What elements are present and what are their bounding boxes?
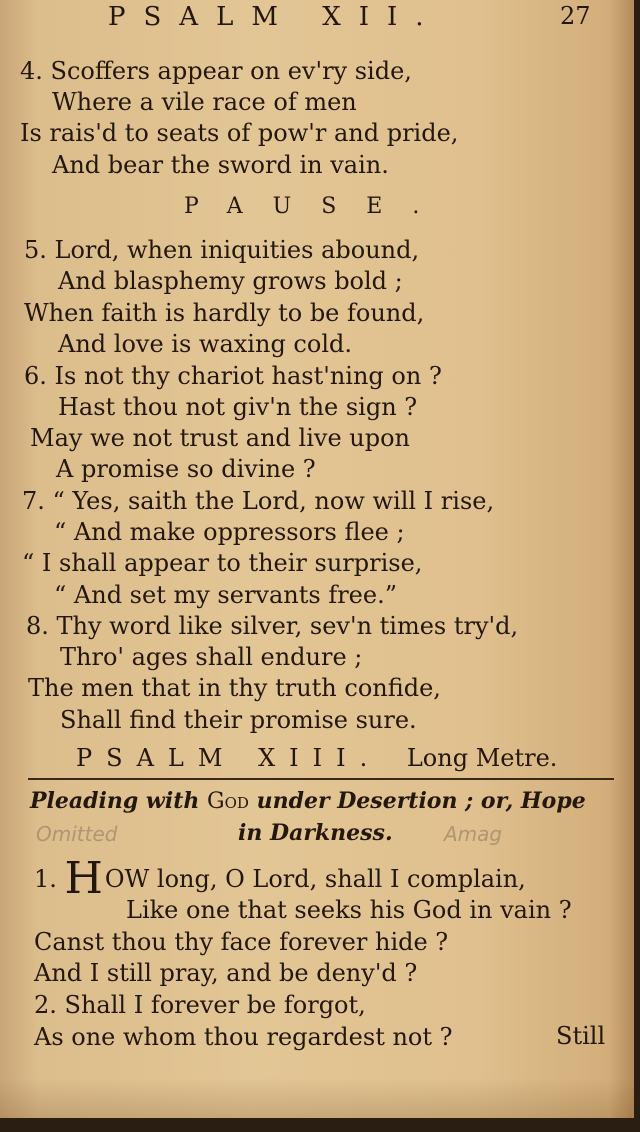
drop-cap: H [64, 853, 103, 904]
verse-line: And bear the sword in vain. [52, 151, 389, 179]
verse-line: Canst thou thy face forever hide ? [34, 928, 449, 956]
psalm-title: PSALM XIII. [76, 744, 382, 772]
verse-line-first [34, 853, 526, 904]
first-line-text: OW long, O Lord, shall I complain, [104, 865, 526, 893]
subtitle-part: under Desertion ; or, Hope [248, 788, 586, 814]
verse-line: As one whom thou regardest not ? [34, 1023, 453, 1051]
verse-number: 1. [34, 865, 57, 893]
verse-line: Shall find their promise sure. [60, 706, 417, 734]
handwritten-annotation: Amag [444, 822, 503, 846]
verse-line: Is rais'd to seats of pow'r and pride, [20, 119, 459, 147]
psalm-metre: Long Metre. [406, 744, 558, 772]
verse-line: The men that in thy truth confide, [28, 674, 441, 702]
verse-line: And blasphemy grows bold ; [58, 267, 403, 295]
pause-heading: PAUSE. [184, 194, 450, 219]
page-number: 27 [560, 2, 591, 30]
verse-line: And love is waxing cold. [58, 330, 352, 358]
verse-line: Thro' ages shall endure ; [60, 643, 363, 671]
catchword: Still [556, 1022, 606, 1050]
verse-line: “ And make oppressors flee ; [54, 518, 405, 546]
heading-rule [28, 778, 614, 780]
handwritten-annotation: Omitted [36, 822, 118, 846]
page-header [0, 0, 634, 36]
psalm-subtitle [30, 788, 586, 814]
verse-line: 7. “ Yes, saith the Lord, now will I rise, [22, 487, 495, 515]
psalm-subtitle-line2: in Darkness. [238, 820, 393, 846]
verse-line: “ I shall appear to their surprise, [22, 549, 423, 577]
subtitle-part: Pleading with [30, 788, 208, 814]
psalm-heading [76, 744, 557, 772]
verse-line: 8. Thy word like silver, sev'n times try'd, [26, 612, 519, 640]
verse-line: 4. Scoffers appear on ev'ry side, [20, 57, 412, 85]
verse-line: When faith is hardly to be found, [24, 299, 425, 327]
verse-line: 2. Shall I forever be forgot, [34, 991, 366, 1019]
verse-line: 5. Lord, when iniquities abound, [24, 236, 420, 264]
verse-line: May we not trust and live upon [30, 424, 411, 452]
running-head: PSALM XII. [108, 2, 442, 32]
verse-line: And I still pray, and be deny'd ? [34, 959, 418, 987]
verse-line: Hast thou not giv'n the sign ? [58, 393, 418, 421]
verse-line: A promise so divine ? [56, 455, 316, 483]
verse-line: “ And set my servants free.” [54, 581, 397, 609]
verse-line: Like one that seeks his God in vain ? [126, 896, 572, 924]
verse-line: 6. Is not thy chariot hast'ning on ? [24, 362, 442, 390]
subtitle-god: God [207, 789, 249, 814]
verse-line: Where a vile race of men [52, 88, 357, 116]
